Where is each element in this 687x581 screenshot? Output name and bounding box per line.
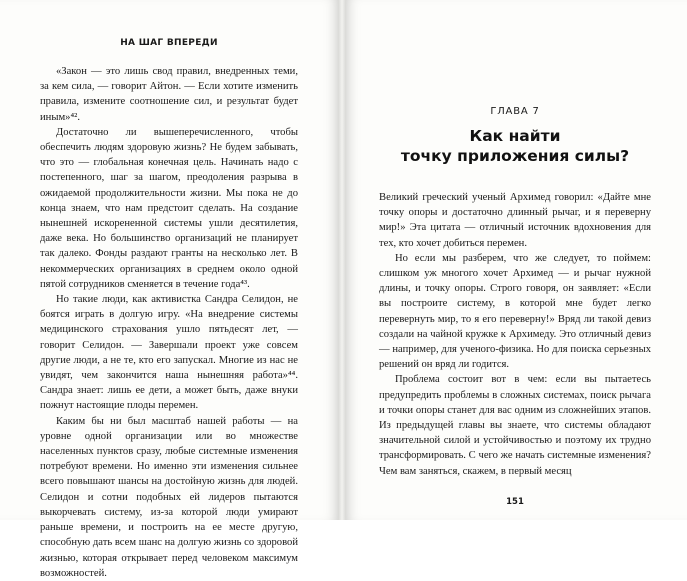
paragraph: Каким бы ни был масштаб нашей работы — на уровне одной организации или во множестве населенных пунктов сразу, любые системные изменения потребуют времени. Но именно эти изменения сильнее всего повышают шансы на достойную жизнь для людей. Селидон и сотни подобных ей лидеров пытаются выкорчевать систему, из-за которой люди умирают раньше времени, и построить на ее месте другую, способную дать всем шанс на долгую жизнь со здоровой жизнью, которая открывает перед человеком максимум возможностей. [40,415,298,579]
page-number: 151 [506,497,524,507]
paragraph: Достаточно ли вышеперечисленного, чтобы обеспечить людям здоровую жизнь? Не будем забывать, что это — глобальная конечная цель. Начинать надо с постепенного, шаг за шагом, преодоления разрыва в ожидаемой продолжительности жизни. Мы пока не до конца знаем, что нам предстоит сделать. На создание нынешней искорененной системы ушли десятилетия, даже века. Но большинство организаций не планирует так далеко. Фонды раздают гранты на несколько лет. В некоммерческих организациях в среднем около одной пятой сотрудников сменяется в течение года⁴³. [40,126,298,290]
chapter-label: ГЛАВА 7 [490,106,540,117]
paragraph: Проблема состоит вот в чем: если вы пытаетесь предупредить проблемы в сложных системах, поиск рычага и точки опоры станет для вас одним из сложнейших этапов. Из предыдущей главы вы знаете, что системы обладают значительной силой и устойчивостью и поэтому их трудно трансформировать. С чего же начать системные изменения? Чем вам заняться, скажем, в первый месяц [379,374,651,477]
chapter-title-line: точку приложения силы? [400,147,630,165]
paragraph: Но если мы разберем, что же следует, то поймем: слишком уж многого хочет Архимед — и рычаг нужной длины, и точку опоры. Строго говоря, он заявляет: «Если вы построите систему, в которой мне будет легко перевернуть мир, то я его переверну!» Вряд ли такой девиз создали на чайной кружке к Архимеду. Это отличный девиз — например, для ученого-физика. Но для поиска серьезных решений он вряд ли годится. [379,252,651,371]
running-head: НА ШАГ ВПЕРЕДИ [120,38,218,48]
paragraph: «Закон — это лишь свод правил, внедренных теми, за кем сила, — говорит Айтон. — Если хотите изменить правила, измените соотношение сил, и результат будет иным»⁴². [40,66,298,123]
right-page [346,0,687,520]
left-page [0,0,338,579]
chapter-title-line: Как найти [469,127,561,145]
paragraph: Великий греческий ученый Архимед говорил: «Дайте мне точку опоры и достаточно длинный рычаг, и я переверну мир!» Эта цитата — отличный источник вдохновения для тех, кто хочет добиться перемен. [379,192,651,249]
book-gutter [338,0,346,520]
chapter-title [379,126,651,166]
right-page-body [379,190,651,479]
paragraph: Но такие люди, как активистка Сандра Селидон, не боятся играть в долгую игру. «На внедрение системы медицинского страхования ушло пятьдесят лет, — говорит Селидон. — Завершали проект уже совсем другие люди, а не те, кто его запускал. Многие из нас не увидят, чем закончится наша нынешняя работа»⁴⁴. Сандра знает: лишь ее дети, а может быть, даже внуки пожнут настоящие плоды перемен. [40,294,298,412]
left-page-body [40,64,298,581]
